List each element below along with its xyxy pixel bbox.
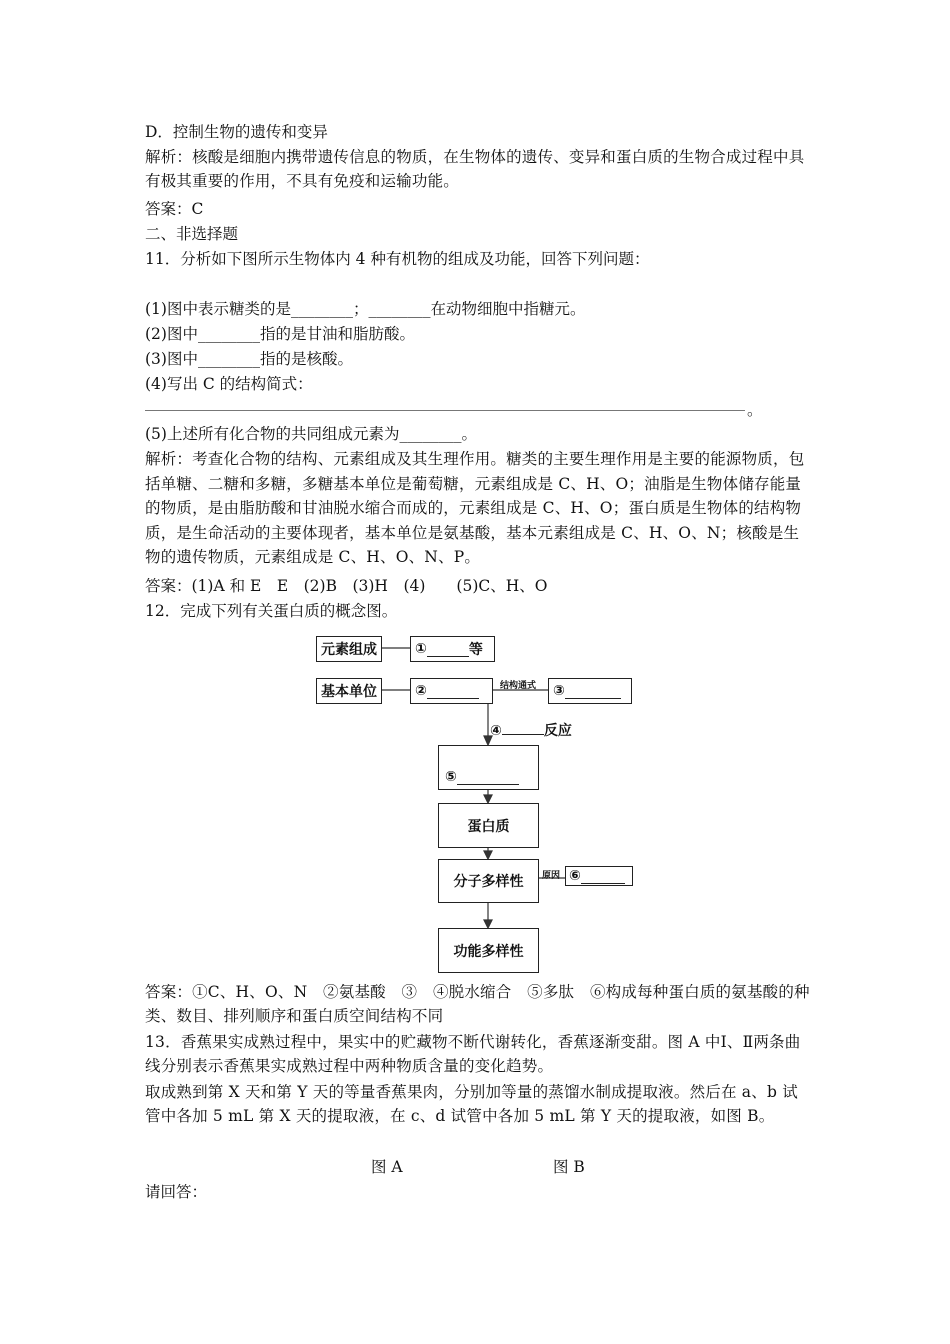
- question-11-part-3: (3)图中________指的是核酸。: [145, 350, 353, 368]
- blank-underline: [427, 684, 479, 699]
- reaction-label: 反应: [543, 723, 572, 739]
- blank-underline: [565, 684, 621, 699]
- figure-a-caption: 图 A: [371, 1158, 403, 1176]
- function-box: [438, 928, 539, 973]
- question-12: 12．完成下列有关蛋白质的概念图。: [145, 602, 398, 620]
- diversity-box: [438, 859, 539, 903]
- blank-box-5: [438, 745, 539, 790]
- unit-label: 基本单位: [321, 684, 377, 700]
- blank-box-3: [548, 678, 632, 704]
- diversity-label: 分子多样性: [453, 874, 524, 890]
- reason-label: 原因: [542, 871, 561, 881]
- unit-box: [316, 678, 382, 704]
- circled-number-2: ②: [415, 683, 427, 699]
- question-11: 11．分析如下图所示生物体内 4 种有机物的组成及功能，回答下列问题：: [145, 250, 650, 268]
- section-heading: 二、非选择题: [145, 225, 239, 243]
- protein-box: [438, 803, 539, 848]
- circled-number-4: ④: [490, 723, 502, 739]
- function-label: 功能多样性: [453, 943, 524, 960]
- period-mark: 。: [747, 401, 763, 419]
- analysis-10: 解析：核酸是细胞内携带遗传信息的物质，在生物体的遗传、变异和蛋白质的生物合成过程中具有极其重要的作用，不具有免疫和运输功能。: [145, 148, 805, 190]
- answer-12: 答案：①C、H、O、N ②氨基酸 ③ ④脱水缩合 ⑤多肽 ⑥构成每种蛋白质的氨基酸的种类、数目、排列顺序和蛋白质空间结构不同: [145, 983, 810, 1025]
- etc-label: 等: [468, 642, 483, 658]
- blank-underline: [427, 642, 469, 657]
- reaction-annotation: [490, 720, 572, 740]
- question-11-part-1: (1)图中表示糖类的是________；________在动物细胞中指糖元。: [145, 300, 586, 318]
- circled-number-1: ①: [415, 641, 427, 657]
- blank-box-2: [410, 678, 493, 704]
- answer-11: 答案：(1)A 和 E E (2)B (3)H (4) (5)C、H、O: [145, 577, 548, 595]
- circled-number-3: ③: [553, 683, 565, 699]
- circled-number-5: ⑤: [445, 769, 457, 785]
- elements-label: 元素组成: [321, 642, 377, 658]
- question-11-part-2: (2)图中________指的是甘油和脂肪酸。: [145, 325, 415, 343]
- question-11-part-5: (5)上述所有化合物的共同组成元素为________。: [145, 425, 477, 443]
- blank-underline: [581, 869, 625, 884]
- please-answer: 请回答：: [145, 1183, 208, 1201]
- elements-box: [316, 636, 382, 662]
- question-11-part-4: (4)写出 C 的结构简式：: [145, 375, 313, 393]
- answer-10: 答案：C: [145, 200, 204, 218]
- formula-label: 结构通式: [500, 681, 537, 691]
- blank-box-1: [410, 636, 495, 662]
- circled-number-6: ⑥: [569, 868, 581, 884]
- analysis-11: 解析：考查化合物的结构、元素组成及其生理作用。糖类的主要生理作用是主要的能源物质，包括单糖、二糖和多糖，多糖基本单位是葡萄糖，元素组成是 C、H、O；油脂是生物体储存能量的物质，是由脂肪酸和甘油脱水缩合而成的，元素组成是 C、H、O；蛋白质是生物体的结构物质，是生命活动的主要体现者，基本单位是氨基酸，基本元素组成是 C、H、O、N；核酸是生物的遗传物质，元素组成是 C、H、O、N、P。: [145, 450, 805, 566]
- option-d: D．控制生物的遗传和变异: [145, 123, 328, 141]
- protein-label: 蛋白质: [467, 818, 510, 835]
- blank-underline: [502, 720, 544, 735]
- question-13-intro: 13．香蕉果实成熟过程中，果实中的贮藏物不断代谢转化，香蕉逐渐变甜。图 A 中Ⅰ、Ⅱ两条曲线分别表示香蕉果实成熟过程中两种物质含量的变化趋势。: [145, 1033, 801, 1075]
- blank-underline: [457, 770, 519, 785]
- blank-box-6: [565, 866, 633, 886]
- figure-b-caption: 图 B: [553, 1158, 585, 1176]
- question-13-setup: 取成熟到第 X 天和第 Y 天的等量香蕉果肉，分别加等量的蒸馏水制成提取液。然后在 a、b 试管中各加 5 mL 第 X 天的提取液，在 c、d 试管中各加 5 mL 第 Y 天的提取液，如图 B。: [145, 1083, 798, 1125]
